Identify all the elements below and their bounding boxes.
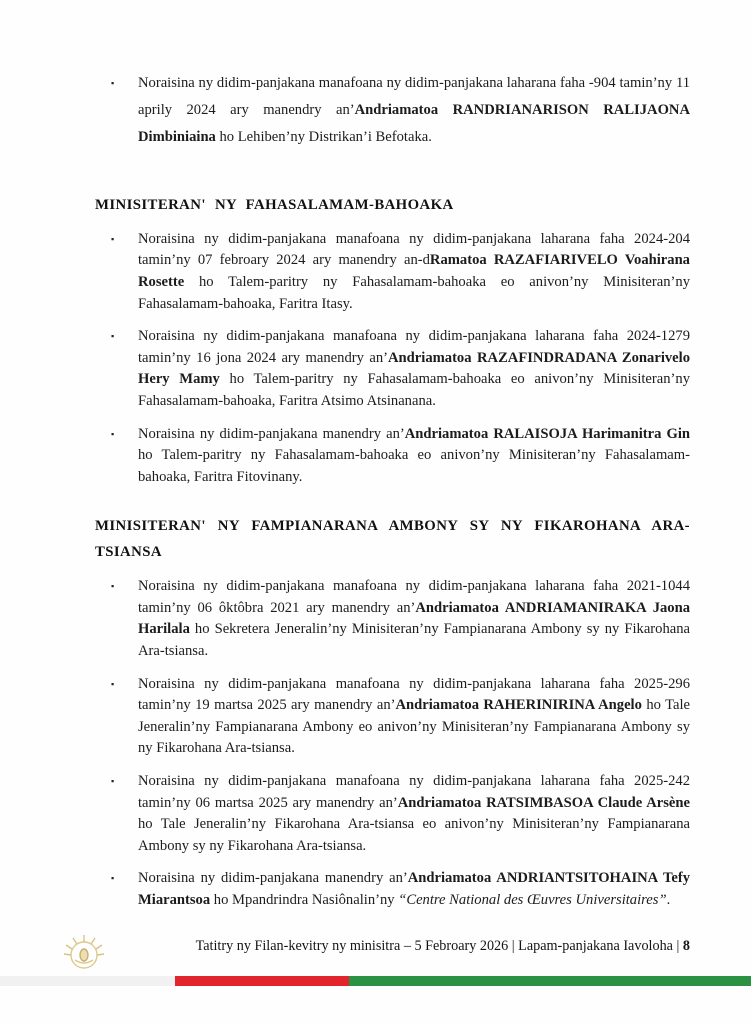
section-heading: MINISITERAN' NY FAMPIANARANA AMBONY SY NY FIKAROHANA ARA-TSIANSA [95, 518, 690, 561]
flag-stripe-red [175, 976, 349, 986]
list-item-text: Noraisina ny didim-panjakana manafoana ny didim-panjakana laharana faha -904 tamin’ny 11 aprily 2024 ary manendry an’Andriamatoa RANDRIANARISON RALIJAONA Dimbiniaina ho Lehiben’ny Distrikan’i Befotaka. [138, 75, 690, 145]
list-item [95, 868, 690, 911]
bullet-icon: ▪ [111, 331, 115, 342]
document-section [95, 70, 690, 151]
section-items [95, 576, 690, 911]
list-item [95, 326, 690, 412]
flag-stripe [0, 976, 751, 986]
bullet-icon: ▪ [111, 678, 115, 689]
list-item-text: Noraisina ny didim-panjakana manendry an’Andriamatoa RALAISOJA Harimanitra Gin ho Talem-paritry ny Fahasalamam-bahoaka eo anivon’ny Minisiteran’ny Fahasalamam-bahoaka, Faritra Fitovinany. [138, 425, 690, 485]
page-footer [0, 930, 751, 976]
list-item-text: Noraisina ny didim-panjakana manafoana ny didim-panjakana laharana faha 2024-204 tamin’ny 07 febroary 2024 ary manendry an-dRamatoa RAZAFIARIVELO Voahirana Rosette ho Talem-paritry ny Fahasalamam-bahoaka eo anivon’ny Minisiteran’ny Fahasalamam-bahoaka, Faritra Itasy. [138, 230, 690, 312]
bullet-icon: ▪ [111, 428, 115, 439]
section-items [95, 70, 690, 151]
gold-sun-seal-icon [62, 932, 106, 976]
list-item-text: Noraisina ny didim-panjakana manafoana ny didim-panjakana laharana faha 2025-296 tamin’ny 19 martsa 2025 ary manendry an’Andriamatoa RAHERINIRINA Angelo ho Tale Jeneralin’ny Fampianarana Ambony eo anivon’ny Minisiteran’ny Fampianarana Ambony sy ny Fikarohana Ara-tsiansa. [138, 675, 690, 757]
list-item-text: Noraisina ny didim-panjakana manafoana ny didim-panjakana laharana faha 2021-1044 tamin’ny 06 ôktôbra 2021 ary manendry an’Andriamatoa ANDRIAMANIRAKA Jaona Harilala ho Sekretera Jeneralin’ny Minisiteran’ny Fampianarana Ambony sy ny Fikarohana Ara-tsiansa. [138, 578, 690, 659]
flag-stripe-gray [0, 976, 175, 986]
document-section [95, 514, 690, 911]
list-item [95, 674, 690, 760]
list-item-text: Noraisina ny didim-panjakana manendry an’Andriamatoa ANDRIANTSITOHAINA Tefy Miarantsoa ho Mpandrindra Nasiônalin’ny “Centre National des Œuvres Universitaires”. [138, 870, 691, 908]
list-item [95, 424, 690, 489]
list-item-text: Noraisina ny didim-panjakana manafoana ny didim-panjakana laharana faha 2024-1279 tamin’ny 16 jona 2024 ary manendry an’Andriamatoa RAZAFINDRADANA Zonarivelo Hery Mamy ho Talem-paritry ny Fahasalamam-bahoaka eo anivon’ny Minisiteran’ny Fahasalamam-bahoaka, Faritra Atsimo Atsinanana. [138, 328, 691, 409]
list-item [95, 229, 690, 315]
section-heading: MINISITERAN' NY FAHASALAMAM-BAHOAKA [95, 196, 454, 213]
list-item [95, 70, 690, 151]
bullet-icon: ▪ [111, 873, 115, 884]
page-number: 8 [682, 938, 690, 954]
list-item [95, 576, 690, 662]
bullet-icon: ▪ [111, 581, 115, 592]
bullet-icon: ▪ [111, 775, 115, 786]
list-item-text: Noraisina ny didim-panjakana manafoana ny didim-panjakana laharana faha 2025-242 tamin’ny 06 martsa 2025 ary manendry an’Andriamatoa RATSIMBASOA Claude Arsène ho Tale Jeneralin’ny Fikarohana Ara-tsiansa eo anivon’ny Minisiteran’ny Fampianarana Ambony sy ny Fikarohana Ara-tsiansa. [138, 772, 690, 854]
flag-stripe-green [349, 976, 751, 986]
list-item [95, 771, 690, 857]
bullet-icon: ▪ [111, 233, 115, 244]
footer-text [196, 938, 690, 955]
document-section [95, 193, 690, 488]
section-items [95, 229, 690, 489]
footer-label: Tatitry ny Filan-kevitry ny minisitra – 5 Febroary 2026 | Lapam-panjakana Iavoloha | [195, 938, 683, 954]
bullet-icon: ▪ [111, 78, 115, 88]
